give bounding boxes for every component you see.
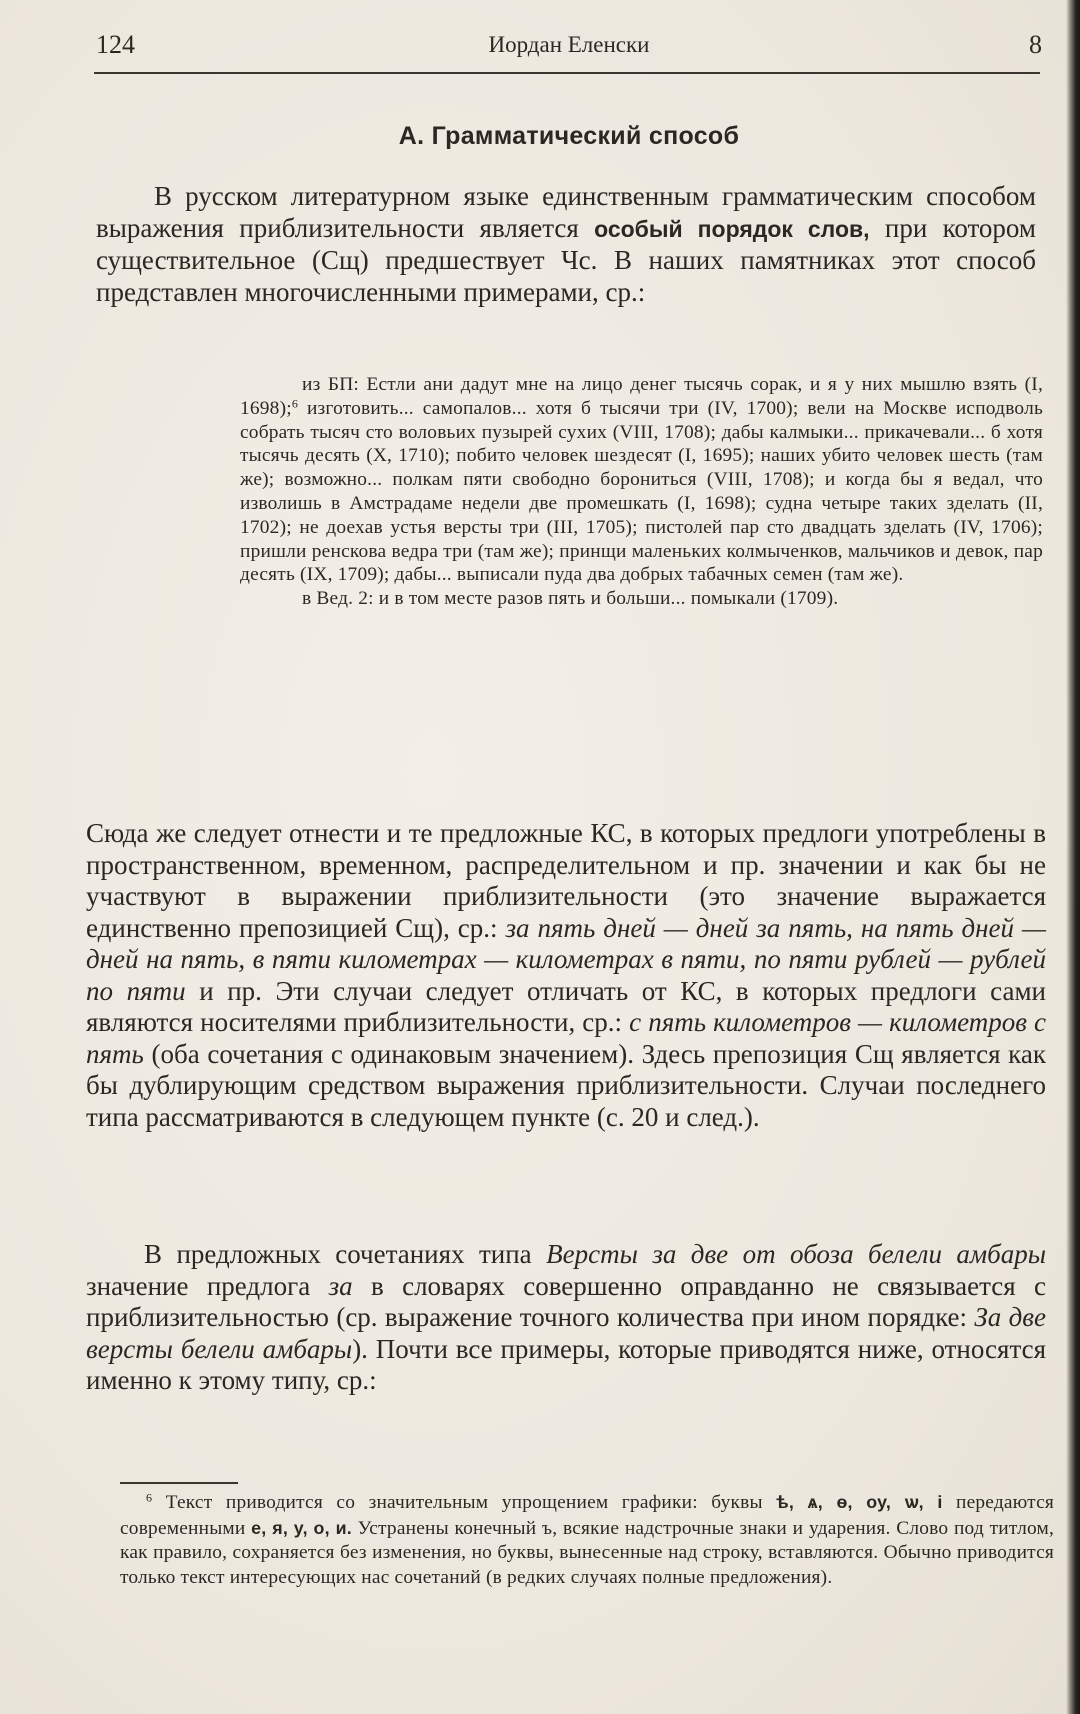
paragraph-3-italic-example-2: За две версты белели амбары — [86, 1302, 1046, 1364]
paragraph-2-text-b: и пр. Эти случаи следует отличать от КС, в которых предлоги сами являются носителями приблизительности, ср.: — [86, 975, 1046, 1037]
footnote-reference-6: 6 — [291, 396, 299, 411]
footnote-rule — [120, 1482, 238, 1484]
running-head-section-number: 8 — [1029, 30, 1042, 59]
paragraph-3-text-b: значение предлога — [86, 1270, 329, 1301]
footnote-old-letters: ѣ, ѧ, ѳ, оу, ѡ, і — [776, 1492, 943, 1512]
footnote-text-c: Устранены конечный ъ, всякие надстрочные знаки и ударения. Слово под титлом, как правило, сохраняется без изменения, но буквы, вынесенные над строку, вставляются. Обычно приводится только текст интересующих нас сочетаний (в редких случаях полные предложения). — [120, 1517, 1054, 1588]
quotation-bp-text-a: из БП: Естли ани дадут мне на лицо денег тысячь сорак, и я у них мышлю взять (I, 1698); — [240, 374, 1043, 419]
book-spine-shadow — [1066, 0, 1080, 1714]
header-rule — [94, 72, 1040, 74]
paragraph-3 — [86, 1239, 1046, 1397]
paragraph-3-italic-preposition: за — [328, 1270, 353, 1301]
running-head — [96, 30, 1042, 70]
paragraph-1-bold-term: особый порядок слов, — [594, 215, 870, 242]
quotation-bp — [240, 373, 1043, 587]
footnote-text-b: передаются современными — [120, 1492, 1054, 1539]
footnote-6 — [120, 1490, 1054, 1590]
paragraph-2-italic-examples: за пять дней — дней за пять, на пять дней — дней на пять, в пяти километрах — километрах в пяти, по пяти рублей — рублей по пяти — [86, 912, 1046, 1006]
section-title: А. Грамматический способ — [398, 122, 740, 150]
quotation-ved: в Вед. 2: и в том месте разов пять и больши... помыкали (1709). — [302, 588, 839, 610]
paragraph-2-text-a: Сюда же следует отнести и те предложные КС, в которых предлоги употреблены в пространственном, временном, распределительном и пр. значении и как бы не участвуют в выражении приблизительности (это значение выражается единственно препозицией Сщ), ср.: — [86, 818, 1046, 943]
paragraph-2-italic-example: с пять километров — километров с пять — [86, 1007, 1046, 1069]
paragraph-1-text-b: при котором существительное (Сщ) предшествует Чс. В наших памятниках этот способ представлен многочисленными примерами, ср.: — [96, 212, 1036, 307]
quotation-bp-text-b: изготовить... самопалов... хотя б тысячи три (IV, 1700); вели на Москве исподволь собрать тысяч сто воловьих пузырей сухих (VIII, 1708); дабы калмыки... прикачевали... б хотя тысячь десять (X, 1710); побито человек шездесят (I, 1695); наших убито человек шесть (там же); возможно... полкам пяти свободно борониться (VIII, 1708); и когда бы я ведал, что изволишь в Амстрадаме недели две промешкать (I, 1698); судна четыре таких зделать (II, 1702); не доехав устья версты три (III, 1705); пистолей пар сто двадцать зделать (IV, 1706); пришли ренскова ведра три (там же); принщи маленьких колмыченков, мальчиков и девок, пар десять (IX, 1709); дабы... выписали пуда два добрых табачных семен (там же). — [240, 397, 1043, 586]
running-head-author: Иордан Еленски — [488, 32, 650, 57]
example-quotation-block — [240, 373, 1043, 611]
paragraph-3-text-d: ). Почти все примеры, которые приводятся ниже, относятся именно к этому типу, ср.: — [86, 1333, 1046, 1395]
footnote-text-a: Текст приводится со значительным упрощением графики: буквы — [152, 1492, 777, 1513]
paragraph-1 — [96, 181, 1036, 308]
footnote-modern-letters: е, я, у, о, и. — [251, 1517, 352, 1538]
paragraph-2 — [86, 818, 1046, 1133]
page-number: 124 — [96, 30, 135, 59]
paragraph-2-text-c: (оба сочетания с одинаковым значением). Здесь препозиция Сщ является как бы дублирующим средством выражения приблизительности. Случаи последнего типа рассматриваются в следующем пункте (с. 20 и след.). — [86, 1038, 1046, 1132]
paragraph-3-text-c: в словарях совершенно оправданно не связывается с приблизительностью (ср. выражение точного количества при ином порядке: — [86, 1270, 1046, 1332]
paragraph-3-text-a: В предложных сочетаниях типа — [144, 1239, 547, 1269]
paragraph-3-italic-example-1: Версты за две от обоза белели амбары — [546, 1239, 1046, 1269]
footnote-mark: 6 — [146, 1490, 153, 1505]
paragraph-1-text-a: В русском литературном языке единственным грамматическим способом выражения приблизительности является — [96, 181, 1036, 243]
